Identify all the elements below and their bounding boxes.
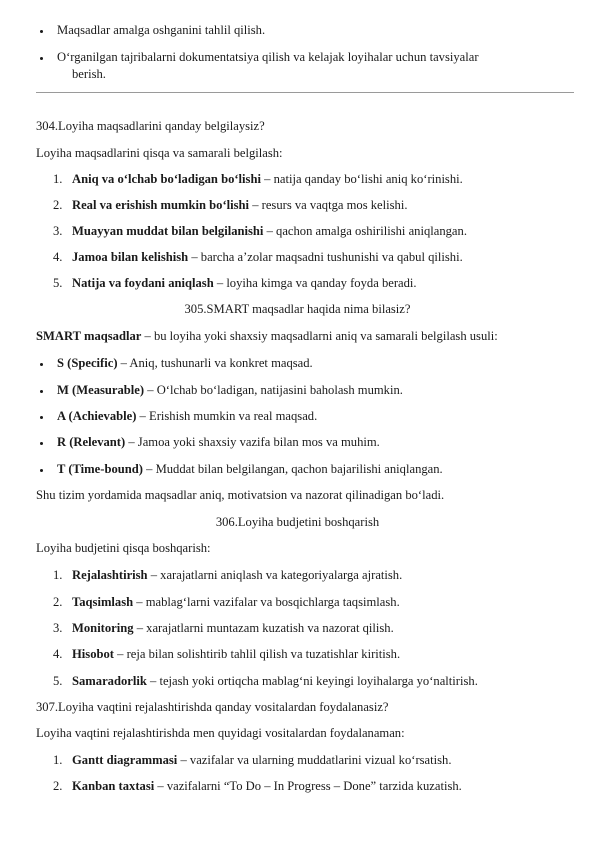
list-item: R (Relevant) – Jamoa yoki shaxsiy vazifa bilan mos va muhim. — [57, 435, 380, 449]
question-title: 305.SMART maqsadlar haqida nima bilasiz? — [184, 302, 411, 316]
question-title: 307.Loyiha vaqtini rejalashtirishda qanday vositalardan foydalanasiz? — [36, 700, 389, 714]
paragraph: Loyiha vaqtini rejalashtirishda men quyidagi vositalardan foydalanaman: — [36, 726, 405, 740]
list-number: 4. — [53, 647, 63, 661]
list-item: M (Measurable) – O‘lchab bo‘ladigan, natijasini baholash mumkin. — [57, 383, 403, 397]
list-item: Aniq va o‘lchab bo‘ladigan bo‘lishi – natija qanday bo‘lishi aniq ko‘rinishi. — [72, 172, 463, 186]
list-number: 1. — [53, 568, 63, 582]
list-item: Muayyan muddat bilan belgilanishi – qachon amalga oshirilishi aniqlangan. — [72, 224, 467, 238]
list-item: Rejalashtirish – xarajatlarni aniqlash va kategoriyalarga ajratish. — [72, 568, 403, 582]
list-number: 1. — [53, 753, 63, 767]
list-item: Monitoring – xarajatlarni muntazam kuzatish va nazorat qilish. — [72, 621, 394, 635]
list-item: Gantt diagrammasi – vazifalar va ularning muddatlarini vizual ko‘rsatish. — [72, 753, 452, 767]
list-number: 1. — [53, 172, 63, 186]
list-number: 5. — [53, 276, 63, 290]
list-item: S (Specific) – Aniq, tushunarli va konkret maqsad. — [57, 356, 313, 370]
paragraph: SMART maqsadlar – bu loyiha yoki shaxsiy maqsadlarni aniq va samarali belgilash usuli: — [36, 329, 498, 343]
list-number: 5. — [53, 674, 63, 688]
list-item: Jamoa bilan kelishish – barcha a’zolar maqsadni tushunishi va qabul qilishi. — [72, 250, 463, 264]
list-item: Samaradorlik – tejash yoki ortiqcha mablag‘ni keyingi loyihalarga yo‘naltirish. — [72, 674, 478, 688]
list-item: T (Time-bound) – Muddat bilan belgilangan, qachon bajarilishi aniqlangan. — [57, 462, 443, 476]
bullet-text: O‘rganilgan tajribalarni dokumentatsiya qilish va kelajak loyihalar uchun tavsiyalar — [57, 50, 479, 64]
list-number: 3. — [53, 224, 63, 238]
question-title: 306.Loyiha budjetini boshqarish — [215, 515, 380, 529]
horizontal-divider — [36, 92, 574, 93]
list-number: 2. — [53, 779, 63, 793]
list-item: A (Achievable) – Erishish mumkin va real maqsad. — [57, 409, 318, 423]
list-item: Kanban taxtasi – vazifalarni “To Do – In Progress – Done” tarzida kuzatish. — [72, 779, 462, 793]
paragraph: Loyiha maqsadlarini qisqa va samarali belgilash: — [36, 146, 283, 160]
paragraph: Shu tizim yordamida maqsadlar aniq, motivatsion va nazorat qilinadigan bo‘ladi. — [36, 488, 445, 502]
list-item: Real va erishish mumkin bo‘lishi – resurs va vaqtga mos kelishi. — [72, 198, 408, 212]
list-number: 2. — [53, 198, 63, 212]
bullet-continuation: berish. — [72, 67, 106, 81]
list-item: Natija va foydani aniqlash – loyiha kimga va qanday foyda beradi. — [72, 276, 417, 290]
paragraph: Loyiha budjetini qisqa boshqarish: — [36, 541, 211, 555]
list-item — [57, 22, 265, 39]
list-item: Hisobot – reja bilan solishtirib tahlil qilish va tuzatishlar kiritish. — [72, 647, 401, 661]
bullet-text: Maqsadlar amalga oshganini tahlil qilish. — [57, 23, 266, 37]
list-number: 3. — [53, 621, 63, 635]
list-number: 4. — [53, 250, 63, 264]
list-item: Taqsimlash – mablag‘larni vazifalar va bosqichlarga taqsimlash. — [72, 595, 400, 609]
list-item — [57, 49, 479, 66]
question-title: 304.Loyiha maqsadlarini qanday belgilaysiz? — [36, 119, 265, 133]
list-number: 2. — [53, 595, 63, 609]
